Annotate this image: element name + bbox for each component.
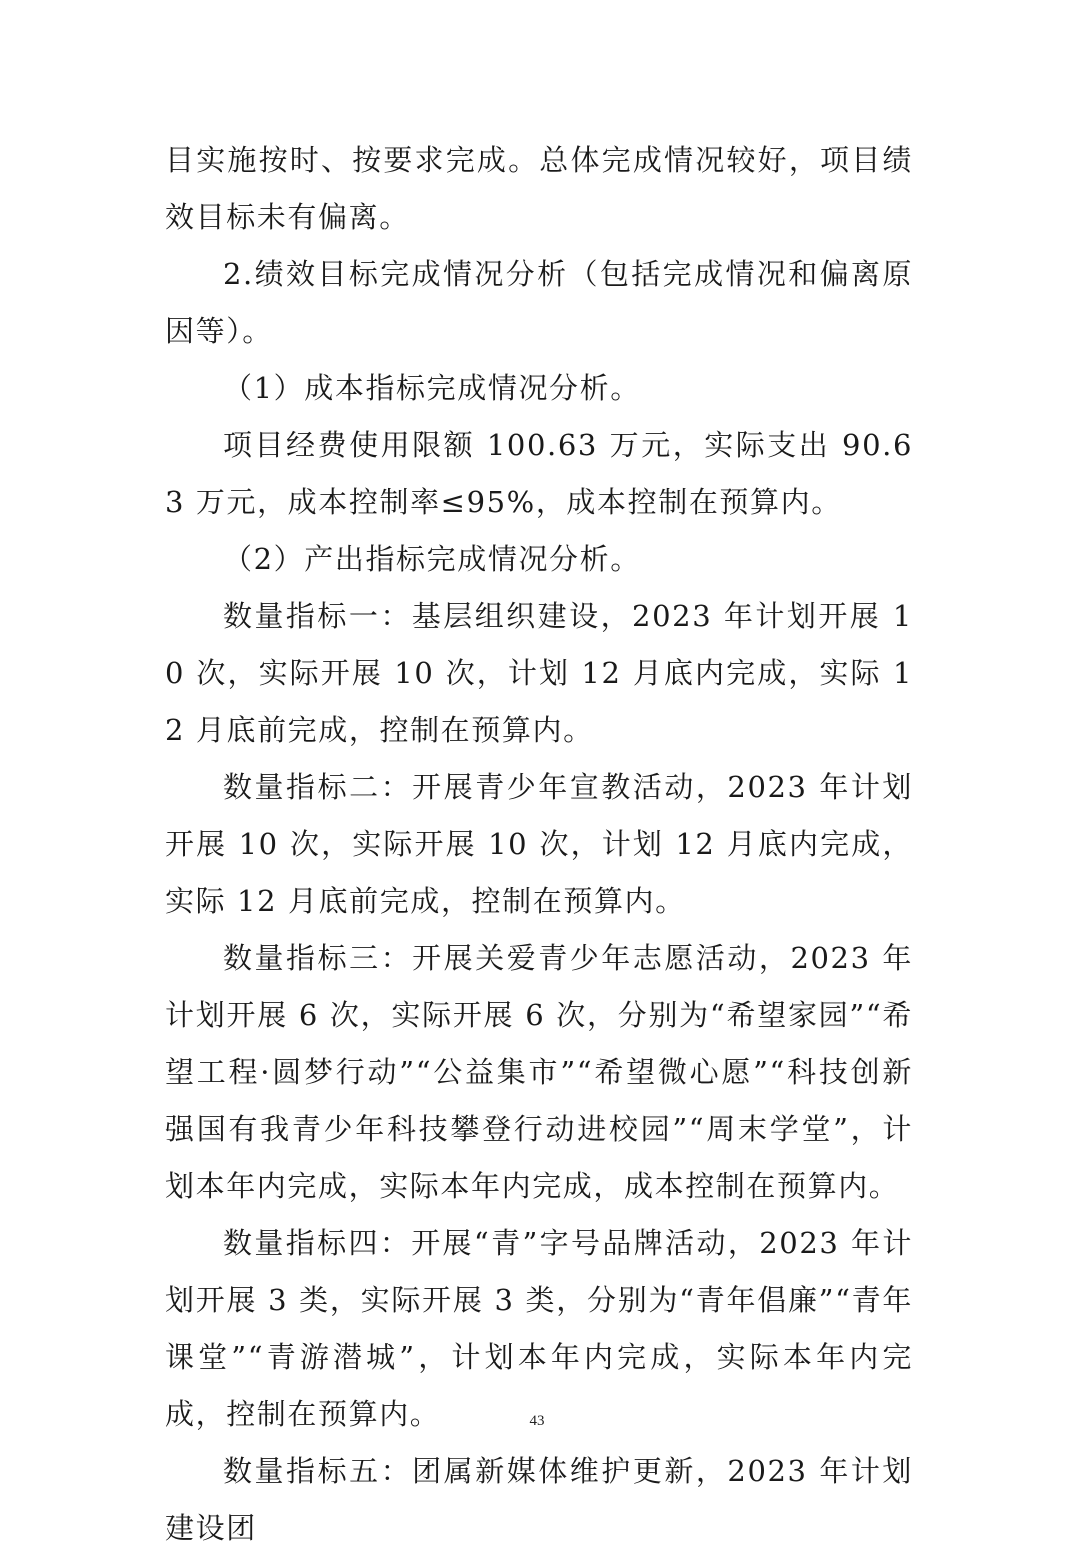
paragraph-quantity-indicator-5: 数量指标五：团属新媒体维护更新，2023 年计划建设团	[165, 1454, 913, 1545]
paragraph-quantity-indicator-4: 数量指标四：开展“青”字号品牌活动，2023 年计划开展 3 类，实际开展 3 类，分别为“青年倡廉”“青年课堂”“青游潜城”，计划本年内完成，实际本年内完成，控制在预算内。	[165, 1226, 913, 1431]
body-text	[165, 132, 913, 1557]
paragraph-heading-cost-indicator: （1）成本指标完成情况分析。	[223, 371, 641, 405]
paragraph-continuation: 目实施按时、按要求完成。总体完成情况较好，项目绩效目标未有偏离。	[165, 143, 913, 234]
paragraph-quantity-indicator-3: 数量指标三：开展关爱青少年志愿活动，2023 年计划开展 6 次，实际开展 6 次，分别为“希望家园”“希望工程·圆梦行动”“公益集市”“希望微心愿”“科技创新强国有我青少年科技攀登行动进校园”“周末学堂”，计划本年内完成，实际本年内完成，成本控制在预算内。	[165, 941, 913, 1203]
page-number: 43	[529, 1413, 545, 1429]
paragraph-heading-performance-analysis: 2.绩效目标完成情况分析（包括完成情况和偏离原因等）。	[165, 257, 913, 348]
paragraph-quantity-indicator-2: 数量指标二：开展青少年宣教活动，2023 年计划开展 10 次，实际开展 10 次，计划 12 月底内完成，实际 12 月底前完成，控制在预算内。	[165, 770, 913, 918]
paragraph-quantity-indicator-1: 数量指标一：基层组织建设，2023 年计划开展 10 次，实际开展 10 次，计划 12 月底内完成，实际 12 月底前完成，控制在预算内。	[165, 599, 913, 747]
paragraph-cost-detail: 项目经费使用限额 100.63 万元，实际支出 90.63 万元，成本控制率≤95%，成本控制在预算内。	[165, 428, 913, 519]
paragraph-heading-output-indicator: （2）产出指标完成情况分析。	[223, 542, 641, 576]
